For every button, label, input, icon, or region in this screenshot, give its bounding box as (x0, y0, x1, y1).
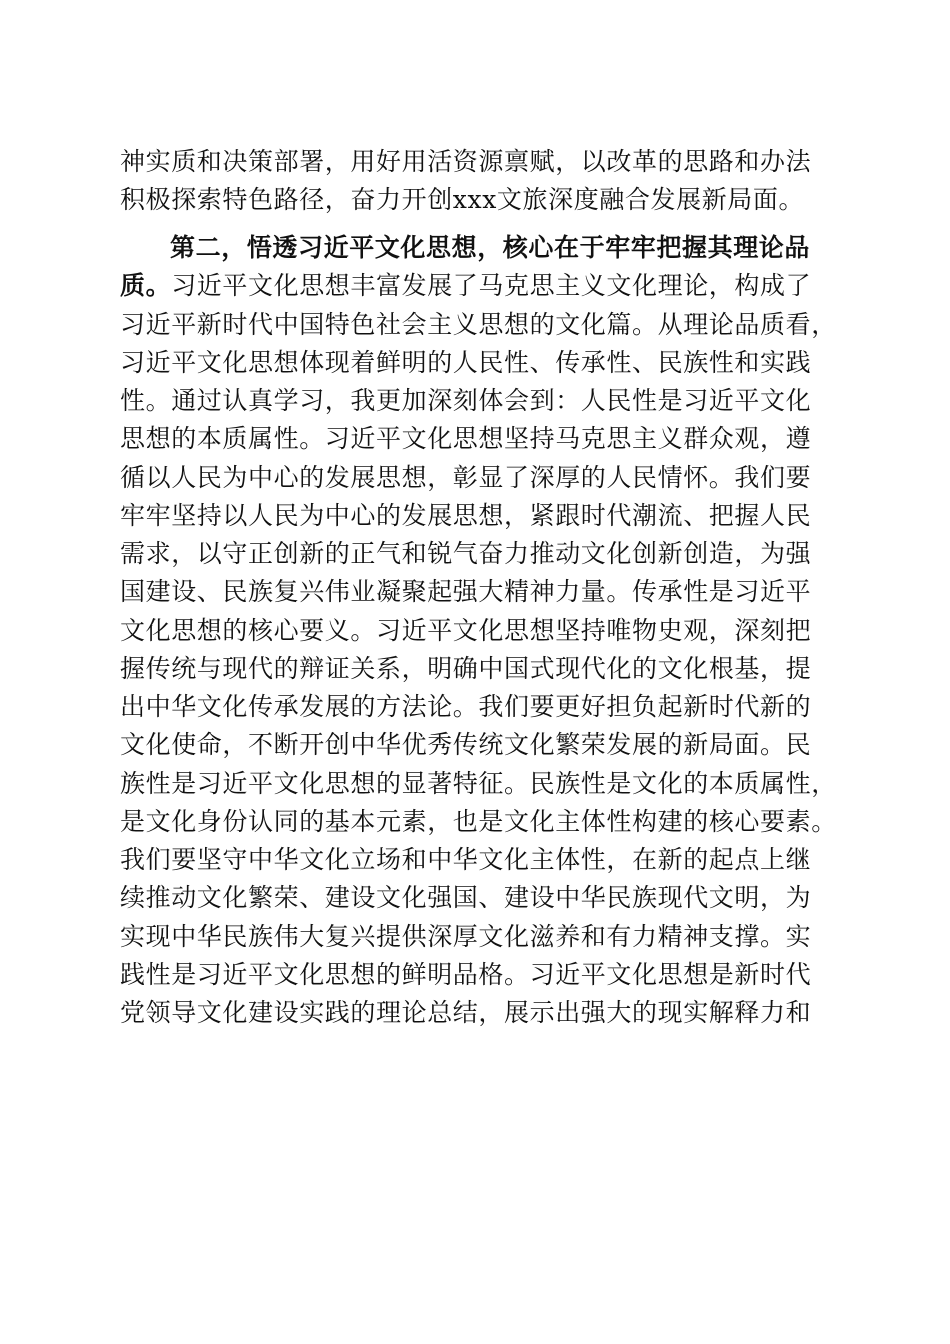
paragraph-line: 国建设、民族复兴伟业凝聚起强大精神力量。传承性是习近平 (120, 577, 812, 607)
paragraph-line: 族性是习近平文化思想的显著特征。民族性是文化的本质属性， (120, 768, 837, 798)
paragraph-line: 循以人民为中心的发展思想，彰显了深厚的人民情怀。我们要 (120, 462, 812, 492)
section-heading: 第二，悟透习近平文化思想，核心在于牢牢把握其理论品 (170, 233, 811, 262)
paragraph-line: 出中华文化传承发展的方法论。我们要更好担负起新时代新的 (120, 692, 812, 721)
paragraph-line: 文化思想的核心要义。习近平文化思想坚持唯物史观，深刻把 (120, 615, 812, 645)
paragraph-line: 我们要坚守中华文化立场和中华文化主体性，在新的起点上继 (120, 845, 812, 874)
paragraph-line: 性。通过认真学习，我更加深刻体会到：人民性是习近平文化 (120, 386, 812, 415)
paragraph-line: 思想的本质属性。习近平文化思想坚持马克思主义群众观，遵 (120, 424, 812, 454)
paragraph-line: 握传统与现代的辩证关系，明确中国式现代化的文化根基，提 (120, 653, 812, 683)
paragraph-line: 践性是习近平文化思想的鲜明品格。习近平文化思想是新时代 (120, 959, 812, 989)
paragraph-line: 需求，以守正创新的正气和锐气奋力推动文化创新创造，为强 (120, 539, 812, 568)
continued-paragraph (120, 143, 832, 220)
paragraph-line: 是文化身份认同的基本元素，也是文化主体性构建的核心要素。 (120, 806, 837, 836)
paragraph-line: 实现中华民族伟大复兴提供深厚文化滋养和有力精神支撑。实 (120, 921, 812, 951)
paragraph-line (120, 267, 832, 305)
paragraph-line: 习近平新时代中国特色社会主义思想的文化篇。从理论品质看， (120, 309, 837, 339)
paragraph-text: 习近平文化思想丰富发展了马克思主义文化理论，构成了 (171, 271, 812, 301)
paragraph-line: 牢牢坚持以人民为中心的发展思想，紧跟时代潮流、把握人民 (120, 500, 812, 530)
paragraph-line: 积极探索特色路径，奋力开创xxx文旅深度融合发展新局面。 (120, 185, 805, 215)
paragraph-line: 党领导文化建设实践的理论总结，展示出强大的现实解释力和 (120, 998, 812, 1027)
paragraph-line: 续推动文化繁荣、建设文化强国、建设中华民族现代文明，为 (120, 883, 812, 913)
paragraph-line: 文化使命，不断开创中华优秀传统文化繁荣发展的新局面。民 (120, 730, 812, 760)
paragraph-line: 习近平文化思想体现着鲜明的人民性、传承性、民族性和实践 (120, 347, 812, 377)
section-heading-end: 质。 (120, 271, 172, 301)
paragraph-line: 神实质和决策部署，用好用活资源禀赋，以改革的思路和办法 (120, 147, 812, 176)
section-two-paragraph (120, 229, 837, 1032)
